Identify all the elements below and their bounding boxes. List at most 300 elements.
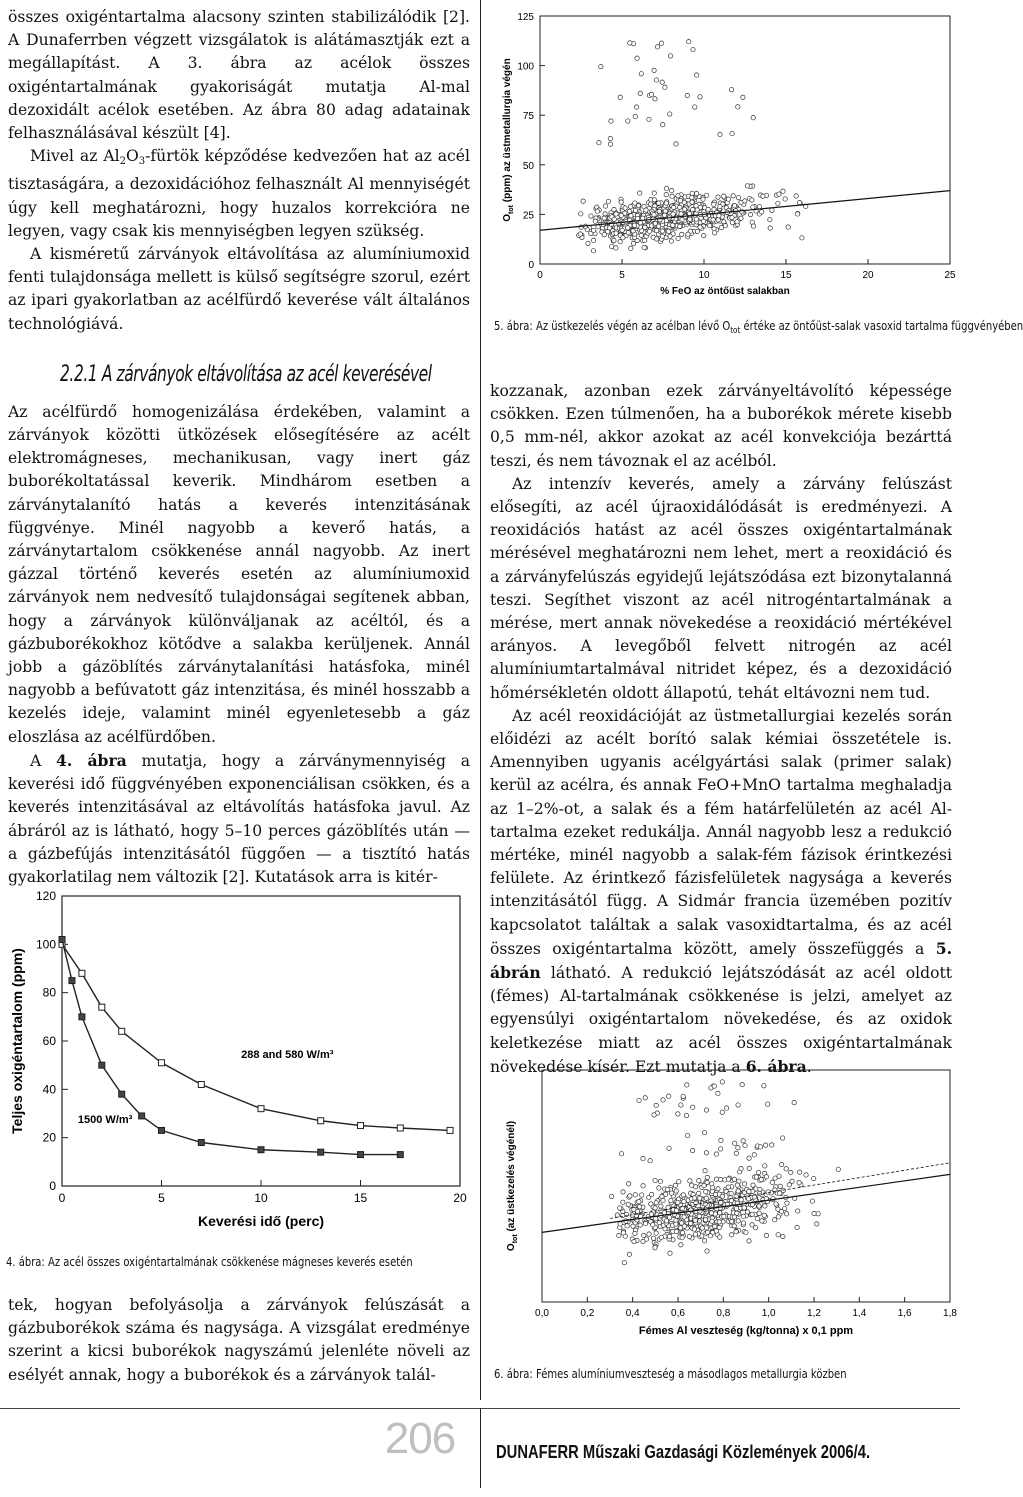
- series-label: 288 and 580 W/m³: [241, 1048, 334, 1061]
- data-point: [752, 1195, 756, 1199]
- data-point: [680, 1221, 684, 1225]
- data-point: [625, 1224, 629, 1228]
- data-point: [694, 217, 698, 221]
- figure-5-chart: [492, 4, 954, 304]
- data-point: [660, 234, 664, 238]
- data-point: [795, 212, 799, 216]
- data-point: [776, 201, 780, 205]
- data-point: [711, 218, 715, 222]
- data-point: [656, 201, 660, 205]
- data-point: [591, 249, 595, 253]
- paragraph: kozzanak, azonban ezek zárványeltávolító képessége csökken. Ezen túlmenően, ha a buborékok mérete kisebb 0,5 mm-nél, akkor azokat az acél konvekciója bezárttá teszi, és nem távoznak el az acélból.: [490, 382, 952, 470]
- data-point: [447, 1127, 453, 1133]
- data-point: [654, 78, 658, 82]
- data-point: [653, 1206, 657, 1210]
- data-point: [679, 212, 683, 216]
- data-point: [690, 207, 694, 211]
- data-point: [730, 215, 734, 219]
- data-point: [714, 1177, 718, 1181]
- data-point: [739, 1198, 743, 1202]
- data-point: [712, 231, 716, 235]
- data-point: [618, 1206, 622, 1210]
- data-point: [751, 116, 755, 120]
- data-point: [686, 232, 690, 236]
- data-point: [667, 1146, 671, 1150]
- data-point: [647, 229, 651, 233]
- data-point: [681, 1193, 685, 1197]
- data-point: [687, 1234, 691, 1238]
- data-point: [658, 1179, 662, 1183]
- data-point: [661, 1198, 665, 1202]
- data-point: [651, 1236, 655, 1240]
- data-point: [670, 194, 674, 198]
- data-point: [735, 220, 739, 224]
- data-point: [712, 227, 716, 231]
- data-point: [641, 1184, 645, 1188]
- data-point: [612, 238, 616, 242]
- data-point: [629, 214, 633, 218]
- x-tick-label: 5: [158, 1191, 165, 1205]
- data-point: [717, 1225, 721, 1229]
- data-point: [770, 208, 774, 212]
- data-point: [119, 1028, 125, 1034]
- x-tick-label: 0,8: [716, 1308, 731, 1319]
- y-tick-label: 0: [49, 1179, 56, 1193]
- data-point: [687, 40, 691, 44]
- data-point: [812, 1211, 816, 1215]
- data-point: [741, 1214, 745, 1218]
- data-point: [358, 1123, 364, 1129]
- data-point: [750, 198, 754, 202]
- data-point: [702, 1239, 706, 1243]
- data-point: [617, 1233, 621, 1237]
- data-point: [674, 1189, 678, 1193]
- data-point: [674, 1229, 678, 1233]
- y-tick-label: 40: [42, 1082, 56, 1097]
- data-point: [653, 1246, 657, 1250]
- data-point: [718, 1211, 722, 1215]
- data-point: [765, 1102, 769, 1106]
- data-point: [762, 1084, 766, 1088]
- y-tick-label: 100: [517, 61, 534, 73]
- x-axis-label: % FeO az öntőüst salakban: [660, 286, 790, 297]
- data-point: [745, 1210, 749, 1214]
- data-point: [736, 105, 740, 109]
- x-tick-label: 0,0: [535, 1308, 549, 1319]
- data-point: [647, 1232, 651, 1236]
- data-point: [665, 1187, 669, 1191]
- data-point: [638, 1223, 642, 1227]
- data-point: [619, 1152, 623, 1156]
- data-point: [59, 937, 65, 943]
- data-point: [664, 1219, 668, 1223]
- data-point: [744, 1230, 748, 1234]
- data-point: [691, 47, 695, 51]
- data-point: [593, 219, 597, 223]
- data-point: [636, 203, 640, 207]
- data-point: [717, 214, 721, 218]
- data-point: [717, 1235, 721, 1239]
- data-point: [762, 1213, 766, 1217]
- data-point: [680, 232, 684, 236]
- data-point: [664, 192, 668, 196]
- data-point: [655, 228, 659, 232]
- data-point: [784, 1212, 788, 1216]
- data-point: [739, 1166, 743, 1170]
- data-point: [726, 1185, 730, 1189]
- data-point: [671, 223, 675, 227]
- data-point: [757, 1191, 761, 1195]
- data-point: [637, 1199, 641, 1203]
- data-point: [706, 207, 710, 211]
- data-point: [654, 1201, 658, 1205]
- data-point: [816, 1212, 820, 1216]
- data-point: [620, 1213, 624, 1217]
- data-point: [628, 205, 632, 209]
- data-point: [758, 1187, 762, 1191]
- data-point: [631, 241, 635, 245]
- data-point: [695, 208, 699, 212]
- data-point: [668, 234, 672, 238]
- data-point: [777, 192, 781, 196]
- data-point: [690, 200, 694, 204]
- data-point: [79, 970, 85, 976]
- data-point: [649, 1212, 653, 1216]
- data-point: [702, 233, 706, 237]
- data-point: [628, 1194, 632, 1198]
- data-point: [657, 1186, 661, 1190]
- data-point: [669, 1191, 673, 1195]
- data-point: [597, 141, 601, 145]
- data-point: [751, 205, 755, 209]
- data-point: [139, 1113, 145, 1119]
- data-point: [99, 1062, 105, 1068]
- data-point: [734, 1229, 738, 1233]
- data-point: [599, 64, 603, 68]
- data-point: [689, 1183, 693, 1187]
- data-point: [661, 123, 665, 127]
- data-point: [757, 1204, 761, 1208]
- y-tick-label: 50: [522, 160, 534, 172]
- data-point: [740, 1083, 744, 1087]
- y-tick-label: 25: [522, 210, 534, 222]
- data-point: [688, 1221, 692, 1225]
- section-heading: 2.2.1 A zárványok eltávolítása az acél keverésével: [60, 361, 432, 387]
- data-point: [710, 1219, 714, 1223]
- data-point: [719, 1138, 723, 1142]
- y-tick-label: 20: [42, 1130, 56, 1145]
- x-tick-label: 10: [698, 270, 710, 281]
- x-tick-label: 1,0: [761, 1308, 776, 1319]
- data-point: [652, 68, 656, 72]
- data-point: [729, 87, 733, 91]
- data-point: [632, 223, 636, 227]
- data-point: [741, 1139, 745, 1143]
- data-point: [701, 197, 705, 201]
- x-axis-label: Fémes Al veszteség (kg/tonna) x 0,1 ppm: [638, 1325, 854, 1337]
- y-tick-label: 120: [35, 889, 56, 903]
- data-point: [668, 1251, 672, 1255]
- data-point: [659, 1235, 663, 1239]
- data-point: [655, 45, 659, 49]
- data-point: [619, 213, 623, 217]
- y-tick-label: 125: [517, 12, 534, 23]
- data-point: [701, 219, 705, 223]
- data-point: [786, 225, 790, 229]
- x-tick-label: 20: [862, 270, 874, 281]
- x-tick-label: 25: [944, 270, 956, 281]
- data-point: [763, 1204, 767, 1208]
- data-point: [736, 1219, 740, 1223]
- data-point: [693, 105, 697, 109]
- data-point: [642, 238, 646, 242]
- data-point: [668, 54, 672, 58]
- data-point: [750, 1212, 754, 1216]
- data-point: [666, 229, 670, 233]
- data-point: [626, 226, 630, 230]
- data-point: [704, 1226, 708, 1230]
- y-axis-label: $O_{tot}$ (az üstkezelés végénél): [506, 1120, 519, 1252]
- data-point: [653, 97, 657, 101]
- data-point: [794, 194, 798, 198]
- data-point: [653, 1178, 657, 1182]
- x-tick-label: 15: [353, 1191, 368, 1205]
- data-point: [682, 207, 686, 211]
- data-point: [634, 105, 638, 109]
- data-point: [198, 1082, 204, 1088]
- data-point: [776, 1207, 780, 1211]
- data-point: [759, 1177, 763, 1181]
- data-point: [640, 1193, 644, 1197]
- data-point: [811, 1176, 815, 1180]
- x-tick-label: 20: [453, 1191, 467, 1205]
- data-point: [736, 1146, 740, 1150]
- data-point: [781, 1234, 785, 1238]
- data-point: [609, 1194, 613, 1198]
- x-tick-label: 5: [619, 270, 625, 281]
- y-axis-label: Teljes oxigéntartalom (ppm): [9, 948, 25, 1134]
- data-point: [614, 231, 618, 235]
- data-point: [654, 237, 658, 241]
- data-point: [318, 1118, 324, 1124]
- data-point: [732, 1177, 736, 1181]
- data-point: [755, 1216, 759, 1220]
- data-point: [635, 216, 639, 220]
- data-point: [694, 191, 698, 195]
- data-point: [79, 1014, 85, 1020]
- data-point: [660, 229, 664, 233]
- data-point: [682, 1199, 686, 1203]
- data-point: [578, 232, 582, 236]
- x-tick-label: 10: [254, 1191, 268, 1205]
- data-point: [704, 1190, 708, 1194]
- data-point: [836, 1167, 840, 1171]
- y-tick-label: 80: [42, 985, 56, 1000]
- data-point: [743, 1143, 747, 1147]
- data-point: [609, 119, 613, 123]
- paragraph: összes oxigéntartalma alacsony szinten stabilizálódik [2]. A Dunaferrben végzett vizsgálatok is alátámasztják ezt a megállapítást. A 3. ábra az acélok összes oxigéntartalmának gyakoriságát mutatja Al-mal dezoxidált acélok esetében. Az ábra 80 adag adatainak felhasználásával készült [4].: [8, 8, 470, 143]
- data-point: [768, 217, 772, 221]
- data-point: [700, 1226, 704, 1230]
- data-point: [676, 194, 680, 198]
- x-axis-label: Keverési idő (perc): [197, 1213, 325, 1229]
- data-point: [681, 1094, 685, 1098]
- data-point: [778, 1184, 782, 1188]
- data-point: [626, 119, 630, 123]
- data-point: [688, 217, 692, 221]
- data-point: [641, 1156, 645, 1160]
- data-point: [649, 92, 653, 96]
- data-point: [615, 1213, 619, 1217]
- data-point: [258, 1106, 264, 1112]
- data-point: [702, 1183, 706, 1187]
- data-point: [679, 1103, 683, 1107]
- data-point: [678, 199, 682, 203]
- data-point: [718, 1147, 722, 1151]
- data-point: [674, 142, 678, 146]
- data-point: [751, 1183, 755, 1187]
- data-point: [620, 228, 624, 232]
- data-point: [800, 236, 804, 240]
- y-axis-label: $O_{tot}$ (ppm) az üstmetallurgia végén: [502, 58, 515, 222]
- data-point: [619, 200, 623, 204]
- data-point: [579, 212, 583, 216]
- data-point: [747, 1239, 751, 1243]
- data-point: [747, 1166, 751, 1170]
- data-point: [654, 1217, 658, 1221]
- x-tick-label: 0,4: [625, 1308, 640, 1319]
- data-point: [763, 1143, 767, 1147]
- data-point: [705, 1175, 709, 1179]
- data-point: [724, 1106, 728, 1110]
- data-point: [652, 198, 656, 202]
- data-point: [736, 1189, 740, 1193]
- data-point: [610, 244, 614, 248]
- data-point: [99, 1004, 105, 1010]
- data-point: [662, 213, 666, 217]
- data-point: [713, 1224, 717, 1228]
- data-point: [797, 1170, 801, 1174]
- data-point: [664, 201, 668, 205]
- data-point: [716, 218, 720, 222]
- data-point: [692, 1196, 696, 1200]
- data-point: [657, 209, 661, 213]
- data-point: [664, 186, 668, 190]
- data-point: [769, 1143, 773, 1147]
- data-point: [708, 1234, 712, 1238]
- data-point: [776, 1233, 780, 1237]
- data-point: [704, 1196, 708, 1200]
- data-point: [633, 1193, 637, 1197]
- data-point: [679, 1243, 683, 1247]
- data-point: [714, 1152, 718, 1156]
- data-point: [680, 1235, 684, 1239]
- data-point: [648, 202, 652, 206]
- data-point: [730, 131, 734, 135]
- data-point: [760, 1219, 764, 1223]
- data-point: [643, 1096, 647, 1100]
- data-point: [810, 1199, 814, 1203]
- data-point: [612, 217, 616, 221]
- x-tick-label: 15: [780, 270, 792, 281]
- data-point: [627, 1252, 631, 1256]
- data-point: [682, 1215, 686, 1219]
- data-point: [676, 1112, 680, 1116]
- data-point: [638, 91, 642, 95]
- data-point: [592, 228, 596, 232]
- data-point: [712, 202, 716, 206]
- paragraph: A kisméretű zárványok eltávolítása az alumíniumoxid fenti tulajdonsága mellett is külső segítségre szorul, ezért az ipari gyakorlatban az acélfürdő keverése vált általános technológiává.: [8, 245, 470, 333]
- data-point: [652, 1113, 656, 1117]
- data-point: [629, 246, 633, 250]
- data-point: [680, 1230, 684, 1234]
- data-point: [795, 1225, 799, 1229]
- data-point: [783, 197, 787, 201]
- data-point: [739, 216, 743, 220]
- data-point: [667, 1234, 671, 1238]
- data-point: [669, 1198, 673, 1202]
- data-point: [703, 1218, 707, 1222]
- data-point: [668, 112, 672, 116]
- data-point: [119, 1091, 125, 1097]
- data-point: [628, 41, 632, 45]
- data-point: [623, 206, 627, 210]
- data-point: [777, 1174, 781, 1178]
- series-line: [62, 944, 450, 1130]
- x-tick-label: 0: [537, 270, 543, 281]
- data-point: [198, 1140, 204, 1146]
- data-point: [722, 194, 726, 198]
- data-point: [602, 216, 606, 220]
- data-point: [642, 245, 646, 249]
- y-tick-label: 0: [528, 260, 534, 271]
- data-point: [770, 1180, 774, 1184]
- data-point: [688, 1179, 692, 1183]
- data-point: [759, 210, 763, 214]
- data-point: [780, 1136, 784, 1140]
- data-point: [678, 1226, 682, 1230]
- left-column: [8, 6, 470, 889]
- data-point: [772, 1218, 776, 1222]
- data-point: [782, 1206, 786, 1210]
- data-point: [667, 1094, 671, 1098]
- data-point: [703, 1168, 707, 1172]
- data-point: [757, 204, 761, 208]
- data-point: [792, 1100, 796, 1104]
- data-point: [742, 1182, 746, 1186]
- data-point: [761, 194, 765, 198]
- data-point: [608, 136, 612, 140]
- data-point: [614, 212, 618, 216]
- data-point: [754, 1175, 758, 1179]
- data-point: [654, 1231, 658, 1235]
- data-point: [643, 225, 647, 229]
- data-point: [705, 1249, 709, 1253]
- data-point: [676, 1200, 680, 1204]
- data-point: [644, 1237, 648, 1241]
- data-point: [753, 1226, 757, 1230]
- data-point: [796, 1209, 800, 1213]
- data-point: [757, 1211, 761, 1215]
- data-point: [603, 204, 607, 208]
- data-point: [746, 1197, 750, 1201]
- data-point: [677, 1180, 681, 1184]
- x-tick-label: 1,6: [897, 1308, 912, 1319]
- data-point: [258, 1147, 264, 1153]
- data-point: [710, 1182, 714, 1186]
- data-point: [635, 56, 639, 60]
- x-tick-label: 1,4: [852, 1308, 867, 1319]
